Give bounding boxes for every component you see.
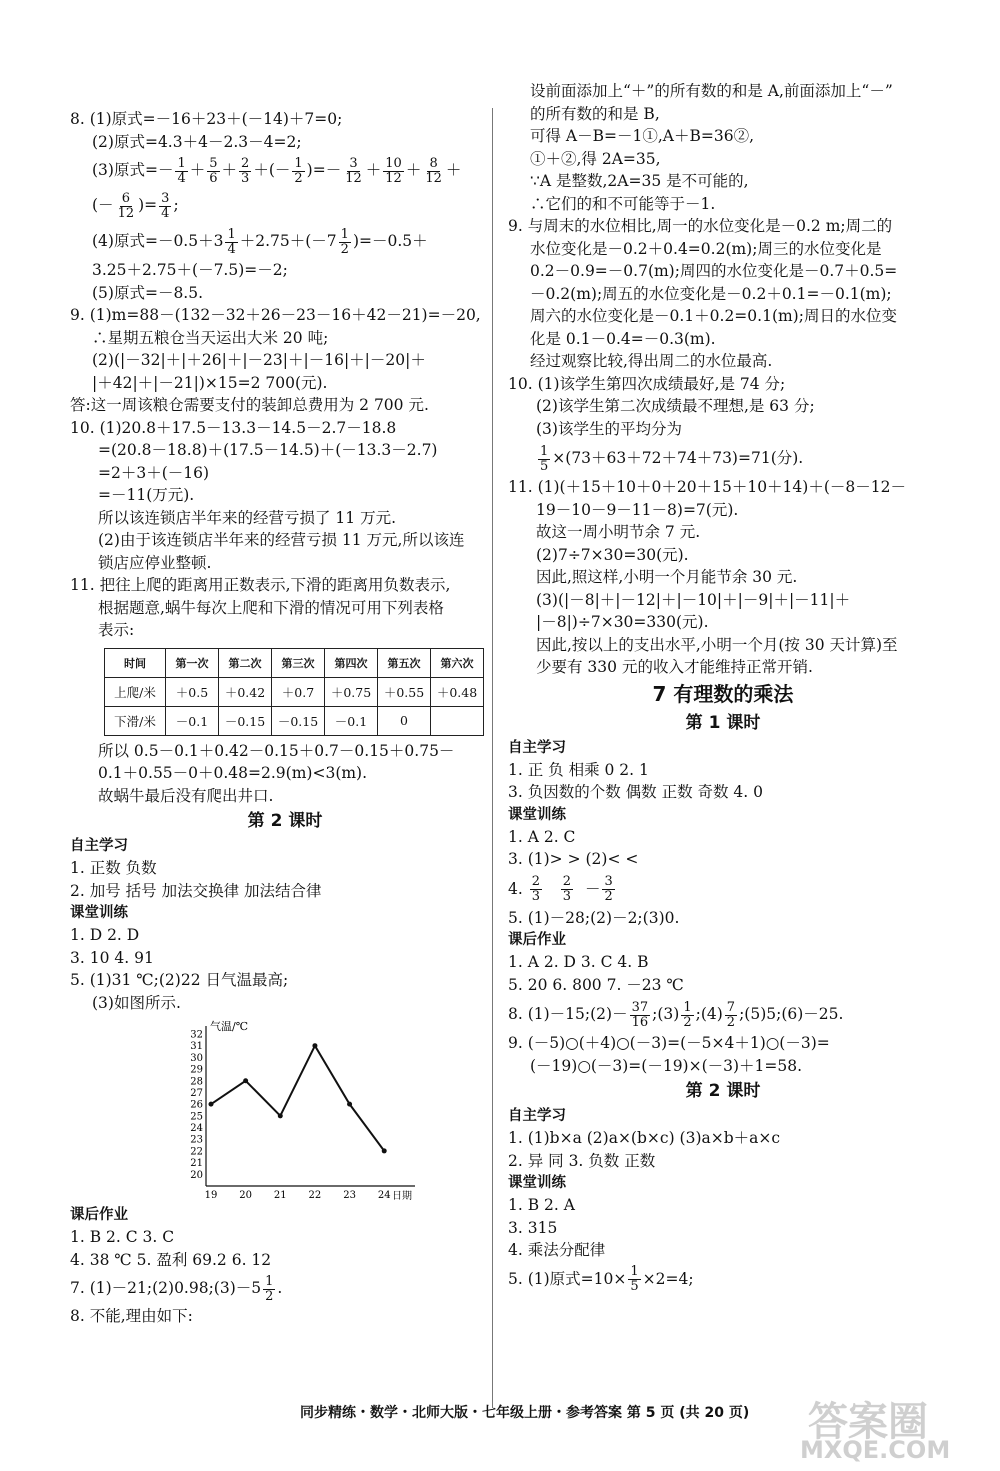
lesson-title: 第 2 课时: [685, 1081, 761, 1101]
data-point: [243, 1078, 248, 1083]
answer-line: 5. 20 6. 800 7. －23 ℃: [508, 975, 684, 994]
q9-line: 答:这一周该粮仓需要支付的装卸总费用为 2 700 元.: [70, 396, 429, 414]
q11r-line: 19－10－9－11－8)=7(元).: [536, 500, 739, 519]
answer-line: 4. 乘法分配律: [508, 1241, 606, 1259]
table-cell: 第二次: [219, 648, 272, 677]
table-cell: －0.1: [325, 706, 378, 735]
right-top-line: ∵A 是整数,2A=35 是不可能的,: [530, 172, 749, 190]
q9-line: 9. (1)m=88－(132－32＋26－23－16＋42－21)=－20,: [70, 306, 481, 324]
q11r-line: 少要有 330 元的收入才能维持正常开销.: [536, 658, 813, 676]
y-tick-label: 32: [190, 1029, 203, 1041]
answer-line: (－19)○(－3)=(－19)×(－3)＋1=58.: [530, 1056, 803, 1075]
q11-after: 故蜗牛最后没有爬出井口.: [98, 786, 274, 805]
y-tick-label: 23: [190, 1134, 203, 1146]
q8-3b: (－ $\frac{6}{12}$ )= $\frac{3}{4}$ ;: [92, 190, 179, 221]
right-top-line: ①＋②,得 2A=35,: [530, 149, 661, 168]
y-tick-label: 21: [190, 1158, 203, 1170]
answer-line: (3)如图所示.: [92, 993, 181, 1012]
lesson-title: 第 1 课时: [685, 712, 761, 733]
q10-line: 锁店应停业整顿.: [98, 553, 212, 572]
right-column: [508, 80, 938, 1296]
y-tick-label: 28: [190, 1076, 203, 1088]
table-header-row: [105, 648, 484, 677]
x-tick-label: 23: [343, 1190, 356, 1200]
answer-line: 1. D 2. D: [70, 926, 140, 944]
answer-line: 1. 正数 负数: [70, 859, 157, 877]
q10r-equation: $\frac{1}{5}$ ×(73＋63＋72＋74＋73)=71(分).: [540, 443, 804, 474]
y-tick-label: 25: [190, 1111, 203, 1123]
q11-line: 11. 把往上爬的距离用正数表示,下滑的距离用负数表示,: [70, 576, 451, 594]
x-tick-label: 24: [377, 1190, 391, 1200]
temperature-line-chart: [190, 1018, 430, 1200]
q9r-line: 0.2－0.9=－0.7(m);周四的水位变化是－0.7＋0.5=: [530, 262, 898, 280]
x-tick-label: 21: [273, 1190, 287, 1200]
watermark-logo: 答案圈: [808, 1399, 928, 1445]
q9r-line: －0.2(m);周五的水位变化是－0.2＋0.1=－0.1(m);: [530, 284, 892, 303]
answer-line: 2. 异 同 3. 负数 正数: [508, 1151, 656, 1170]
q10-line: =(20.8－18.8)＋(17.5－14.5)＋(－13.3－2.7): [98, 441, 438, 459]
section-heading: 课堂训练: [508, 806, 566, 823]
table-cell: ＋0.5: [166, 677, 219, 706]
y-axis-label: 气温/℃: [210, 1020, 249, 1033]
answer-line: 3. 负因数的个数 偶数 正数 奇数 4. 0: [508, 783, 764, 801]
answer-line: 9. (－5)○(＋4)○(－3)=(－5×4＋1)○(－3)=: [508, 1034, 830, 1052]
q8-3a: (3)原式=－ $\frac{1}{4}$ ＋ $\frac{5}{6}$ ＋ $\frac{2}{3}$ ＋(－ $\frac{1}{2}$ )=－ $\frac{3}{12}$ ＋ $\frac{10}{12}$ ＋ $\frac{8}{12}$ ＋: [92, 155, 462, 186]
answer-line: 5. (1)－28;(2)－2;(3)0.: [508, 908, 680, 927]
series-line: [211, 1046, 384, 1151]
x-tick-label: 22: [308, 1190, 322, 1200]
q9r-line: 经过观察比较,得出周二的水位最高.: [530, 352, 773, 370]
data-point: [278, 1113, 283, 1118]
data-point: [209, 1102, 214, 1107]
page-footer: 同步精练・数学・北师大版・七年级上册・参考答案 第 5 页 (共 20 页): [300, 1405, 750, 1421]
q10r-line: (3)该学生的平均分为: [536, 419, 682, 438]
right-top-line: ∴它们的和不可能等于－1.: [530, 194, 716, 213]
data-point: [347, 1102, 352, 1107]
y-tick-label: 24: [190, 1123, 203, 1135]
table-row: [105, 706, 484, 735]
watermark-url: MXQE.COM: [800, 1436, 951, 1464]
section-heading: 自主学习: [508, 739, 566, 756]
q11r-line: 故这一周小明节余 7 元.: [536, 523, 701, 541]
answer-line: 1. 正 负 相乘 0 2. 1: [508, 760, 649, 779]
table-cell: －0.1: [166, 706, 219, 735]
y-tick-label: 20: [190, 1169, 203, 1181]
q10-line: 所以该连锁店半年来的经营亏损了 11 万元.: [98, 508, 397, 527]
table-cell: －0.15: [219, 706, 272, 735]
table-cell: ＋0.48: [431, 677, 484, 706]
q8-1: 8. (1)原式=－16＋23＋(－14)＋7=0;: [70, 110, 343, 128]
section-heading: 课后作业: [70, 1207, 128, 1223]
q10-line: =2＋3＋(－16): [98, 463, 210, 482]
x-tick-label: 20: [239, 1190, 253, 1200]
q9-line: |＋42|＋|－21|)×15=2 700(元).: [92, 373, 328, 392]
table-cell: 第六次: [431, 648, 484, 677]
table-cell: 时间: [105, 648, 166, 677]
right-top-line: 的所有数的和是 B,: [530, 104, 660, 123]
q11-line: 表示:: [98, 621, 135, 639]
y-tick-label: 31: [190, 1041, 203, 1053]
q9r-line: 水位变化是－0.2＋0.4=0.2(m);周三的水位变化是: [530, 239, 882, 258]
q10-line: 10. (1)20.8＋17.5－13.3－14.5－2.7－18.8: [70, 418, 397, 437]
q9r-line: 化是 0.1－0.4=－0.3(m).: [530, 329, 716, 348]
q10-line: =－11(万元).: [98, 486, 195, 504]
y-tick-label: 27: [190, 1087, 203, 1099]
answer-line: 1. B 2. A: [508, 1196, 575, 1214]
q9r-line: 9. 与周末的水位相比,周一的水位变化是－0.2 m;周二的: [508, 217, 893, 235]
q11r-line: |－8|)÷7×30=330(元).: [536, 613, 709, 631]
snail-table: [104, 648, 484, 736]
right-top-line: 设前面添加上“＋”的所有数的和是 A,前面添加上“－”: [530, 82, 893, 100]
x-axis-label: 日期: [392, 1191, 412, 1200]
answer-line: 1. A 2. D 3. C 4. B: [508, 953, 649, 971]
table-cell: －0.15: [272, 706, 325, 735]
table-cell: 下滑/米: [105, 706, 166, 735]
q11r-line: (2)7÷7×30=30(元).: [536, 545, 689, 564]
q8-5: (5)原式=－8.5.: [92, 283, 204, 302]
q11r-line: 因此,按以上的支出水平,小明一个月(按 30 天计算)至: [536, 635, 898, 654]
answer-line: 2. 加号 括号 加法交换律 加法结合律: [70, 881, 322, 900]
left-column: [70, 108, 500, 1328]
table-cell: ＋0.42: [219, 677, 272, 706]
table-cell: ＋0.55: [378, 677, 431, 706]
y-tick-label: 26: [190, 1099, 203, 1111]
answer-line: 3. (1)> > (2)< <: [508, 850, 639, 868]
answer-line: 8. (1)－15;(2)－ $\frac{37}{16}$ ;(3) $\frac{1}{2}$ ;(4) $\frac{7}{2}$ ;(5)5;(6)－25.: [508, 999, 844, 1030]
answer-line: 3. 315: [508, 1218, 558, 1237]
answer-line: 1. B 2. C 3. C: [70, 1228, 175, 1246]
y-tick-label: 29: [190, 1064, 203, 1076]
answer-line: 1. A 2. C: [508, 827, 576, 846]
section-heading: 课后作业: [508, 932, 566, 948]
answer-line: 4. 38 ℃ 5. 盈利 69.2 6. 12: [70, 1250, 272, 1269]
answer-line: 7. (1)－21;(2)0.98;(3)－5 $\frac{1}{2}$ .: [70, 1273, 283, 1304]
y-tick-label: 30: [190, 1052, 203, 1064]
section-heading: 自主学习: [508, 1108, 566, 1124]
x-tick-label: 19: [204, 1190, 218, 1200]
y-tick-label: 22: [190, 1146, 203, 1158]
table-cell: ＋0.7: [272, 677, 325, 706]
q9-line: ∴星期五粮仓当天运出大米 20 吨;: [92, 328, 329, 347]
table-cell: 第四次: [325, 648, 378, 677]
data-point: [382, 1148, 387, 1153]
q9-line: (2)(|－32|＋|＋26|＋|－23|＋|－16|＋|－20|＋: [92, 351, 426, 369]
q8-4a: (4)原式=－0.5＋3 $\frac{1}{4}$ ＋2.75＋(－7 $\frac{1}{2}$ )=－0.5＋: [92, 226, 428, 257]
table-row: [105, 677, 484, 706]
table-cell: 0: [378, 706, 431, 735]
q10-line: (2)由于该连锁店半年来的经营亏损 11 万元,所以该连: [98, 531, 465, 549]
table-cell: 第三次: [272, 648, 325, 677]
data-point: [312, 1043, 317, 1048]
q11-after: 0.1＋0.55－0＋0.48=2.9(m)<3(m).: [98, 764, 368, 782]
table-cell: 第五次: [378, 648, 431, 677]
section-heading: 课堂训练: [70, 905, 128, 921]
section-heading: 课堂训练: [508, 1175, 566, 1191]
answer-line: 5. (1)原式=10× $\frac{1}{5}$ ×2=4;: [508, 1264, 694, 1294]
q11r-line: 因此,照这样,小明一个月能节余 30 元.: [536, 568, 798, 586]
chapter-title: 7 有理数的乘法: [652, 681, 794, 706]
q8-2: (2)原式=4.3＋4－2.3－4=2;: [92, 132, 302, 151]
table-cell: 第一次: [166, 648, 219, 677]
q11r-line: (3)(|－8|＋|－12|＋|－10|＋|－9|＋|－11|＋: [536, 590, 851, 609]
right-top-line: 可得 A－B=－1①,A＋B=36②,: [530, 127, 755, 145]
answer-line: 5. (1)31 ℃;(2)22 日气温最高;: [70, 971, 289, 989]
q9r-line: 周六的水位变化是－0.1＋0.2=0.1(m);周日的水位变: [530, 307, 897, 325]
table-cell: 上爬/米: [105, 677, 166, 706]
q8-4b: 3.25＋2.75＋(－7.5)=－2;: [92, 261, 288, 279]
q10r-line: (2)该学生第二次成绩最不理想,是 63 分;: [536, 397, 815, 415]
table-cell: ＋0.75: [325, 677, 378, 706]
q11r-line: 11. (1)(＋15＋10＋0＋20＋15＋10＋14)＋(－8－12－: [508, 478, 906, 496]
lesson-title: 第 2 课时: [247, 811, 323, 831]
answer-line: 8. 不能,理由如下:: [70, 1307, 193, 1325]
answer-line: 1. (1)b×a (2)a×(b×c) (3)a×b＋a×c: [508, 1129, 781, 1147]
q11-after: 所以 0.5－0.1＋0.42－0.15＋0.7－0.15＋0.75－: [98, 741, 455, 760]
answer-line: 3. 10 4. 91: [70, 948, 154, 967]
answer-line: 4. $\frac{2}{3}$ $\frac{2}{3}$ － $\frac{3}{2}$: [508, 874, 613, 904]
table-cell: [431, 706, 484, 735]
q11-line: 根据题意,蜗牛每次上爬和下滑的情况可用下列表格: [98, 598, 444, 617]
q10r-line: 10. (1)该学生第四次成绩最好,是 74 分;: [508, 374, 786, 393]
section-heading: 自主学习: [70, 838, 128, 854]
